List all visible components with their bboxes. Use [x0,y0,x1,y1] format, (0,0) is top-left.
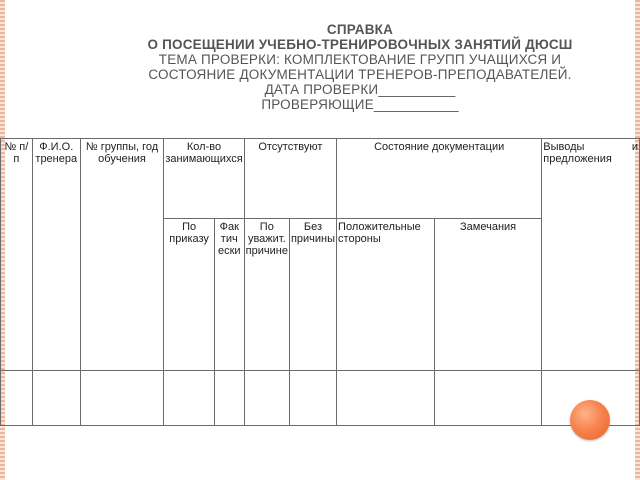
header-cell-conclusions: Выводы и предложения [542,139,640,371]
orange-circle-decoration [570,400,610,440]
header-cell-enrolled-plan: По приказу [164,219,215,371]
table-cell[interactable] [434,371,541,426]
topic-line-1: ТЕМА ПРОВЕРКИ: КОМПЛЕКТОВАНИЕ ГРУПП УЧАЩИХСЯ И [158,52,562,67]
table-cell[interactable] [80,371,164,426]
table-cell[interactable] [164,371,215,426]
header-cell-group: № группы, год обучения [80,139,164,371]
header-cell-absent-invalid: Без причины [289,219,336,371]
title-line-1: СПРАВКА [326,22,394,37]
inspection-table [0,138,640,426]
header-cell-docs-remarks: Замечания [434,219,541,371]
header-cell-enrolled-actual: Фактически [214,219,244,371]
table-cell[interactable] [244,371,289,426]
title-line-2: О ПОСЕЩЕНИИ УЧЕБНО-ТРЕНИРОВОЧНЫХ ЗАНЯТИЙ ДЮСШ [147,37,573,52]
table-cell[interactable] [32,371,80,426]
table-cell[interactable] [337,371,435,426]
header-cell-enrolled: Кол-во занимающихся [164,139,244,219]
document-header [80,22,640,112]
inspectors-line: ПРОВЕРЯЮЩИЕ___________ [261,97,459,112]
header-cell-number: № п/п [1,139,33,371]
table-cell[interactable] [289,371,336,426]
inspection-date-line: ДАТА ПРОВЕРКИ__________ [264,82,456,97]
header-cell-absent: Отсутствуют [244,139,336,219]
topic-line-2: СОСТОЯНИЕ ДОКУМЕНТАЦИИ ТРЕНЕРОВ-ПРЕПОДАВАТЕЛЕЙ. [148,67,572,82]
header-cell-documentation: Состояние документации [337,139,542,219]
header-cell-docs-positive: Положительные стороны [337,219,435,371]
header-cell-absent-valid: По уважит. причине [244,219,289,371]
table-row [1,371,640,426]
table-cell[interactable] [1,371,33,426]
table-cell[interactable] [214,371,244,426]
header-cell-coach: Ф.И.О. тренера [32,139,80,371]
